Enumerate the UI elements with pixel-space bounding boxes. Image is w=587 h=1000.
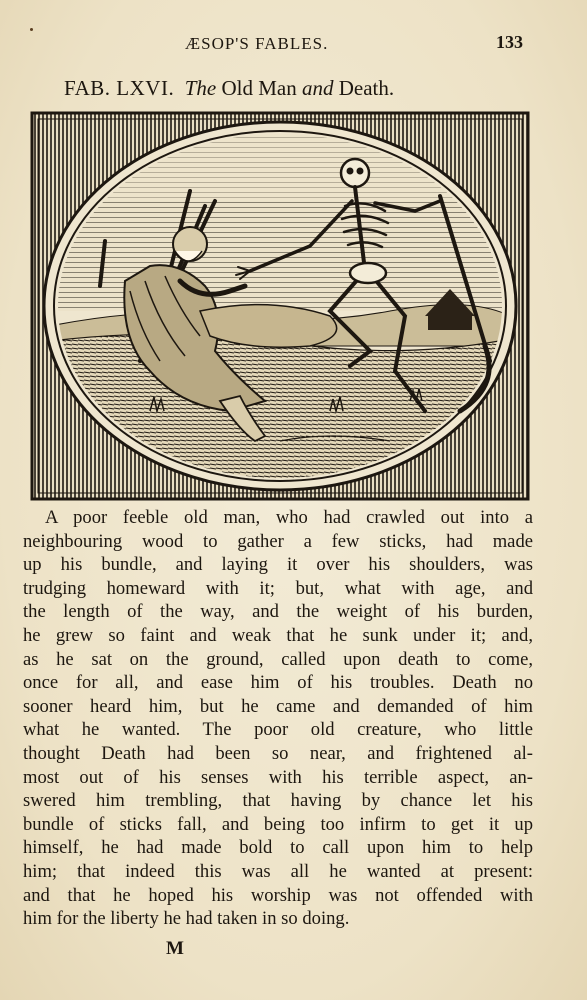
body-line: the length of the way, and the weight of his burden, [23,601,533,623]
fable-number: FAB. LXVI. [64,76,175,100]
body-line: A poor feeble old man, who had crawled out into a [45,507,533,528]
page-number: 133 [496,32,523,52]
running-head [0,34,587,56]
body-line: he grew so faint and weak that he sunk under it; and, [23,624,533,646]
fable-title-the: The [184,76,217,100]
body-line: most out of his senses with his terrible aspect, an- [23,766,533,788]
body-line: sooner heard him, but he came and demanded of him [23,695,533,717]
ink-spot [30,28,33,31]
body-line: trudging homeward with it; but, what with age, and [23,577,533,599]
fable-title-death: Death. [338,76,395,100]
body-line: thought Death had been so near, and frightened al- [23,742,533,764]
body-line: up his bundle, and laying it over his shoulders, was [23,554,533,576]
body-line: what he wanted. The poor old creature, who little [23,719,533,741]
body-line: as he sat on the ground, called upon death to come, [23,648,533,670]
body-line: and that he hoped his worship was not offended with [23,884,533,906]
fable-heading [64,76,524,101]
signature-mark: M [166,938,184,959]
woodcut-illustration [30,111,530,501]
body-line: himself, he had made bold to call upon him to help [23,837,533,859]
body-line: bundle of sticks fall, and being too infirm to get it up [23,813,533,835]
fable-title-and: and [301,76,334,100]
body-line: swered him trembling, that having by chance let his [23,790,533,812]
running-title: ÆSOP'S FABLES. [185,34,329,53]
body-line: him for the liberty he had taken in so doing. [23,908,350,930]
fable-title-old-man: Old Man [221,76,297,100]
fable-body-text [23,506,533,931]
body-line: neighbouring wood to gather a few sticks, had made [23,530,533,552]
body-line: him; that indeed this was all he wanted at present: [23,860,533,882]
body-line: once for all, and ease him of his troubles. Death no [23,672,533,694]
